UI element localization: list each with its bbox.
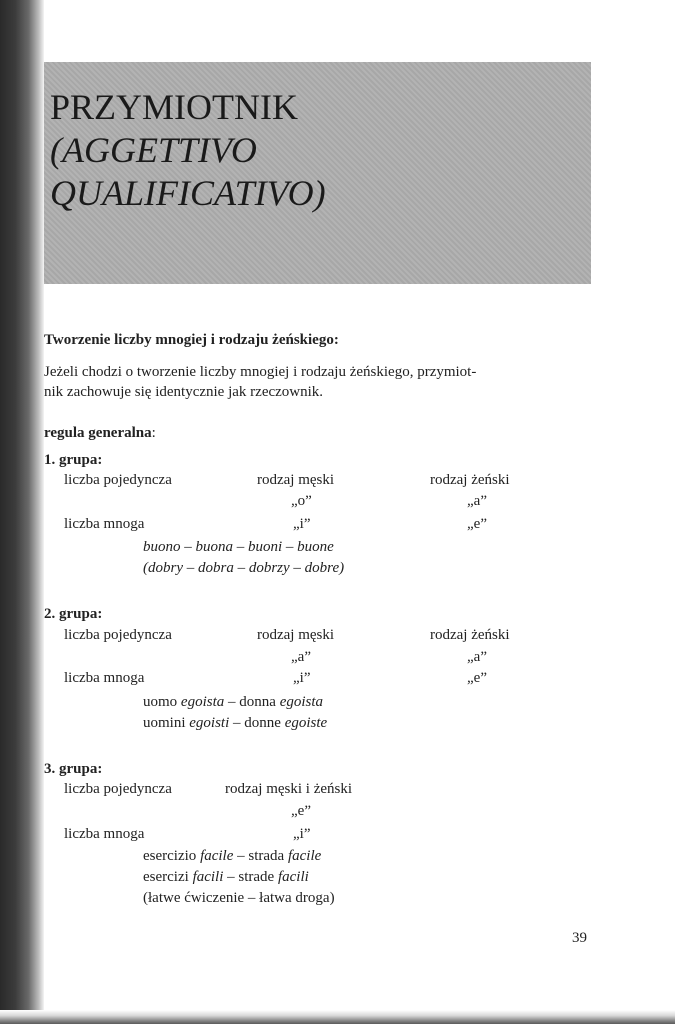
group-3-ex2-noun-1: esercizi xyxy=(143,869,193,885)
group-1-plural-label: liczba mnoga xyxy=(64,516,145,532)
section-heading: Tworzenie liczby mnogiej i rodzaju żeńskiego: xyxy=(44,332,339,348)
group-1-example-line-2: (dobry – dobra – dobrzy – dobre) xyxy=(143,560,345,576)
group-2-masc-plural: „i” xyxy=(293,670,311,686)
group-3-ex2-adjective-2: facili xyxy=(277,869,309,885)
group-2-label: 2. grupa: xyxy=(44,606,103,622)
group-2-masc-singular: „a” xyxy=(291,649,311,665)
book-spine-shadow xyxy=(0,0,44,1024)
group-1-example-line-1: buono – buona – buoni – buone xyxy=(143,539,334,555)
group-2-fem-header: rodzaj żeński xyxy=(430,627,510,643)
group-2-ex1-noun-2: – donna xyxy=(224,694,280,710)
group-3-example-line-2 xyxy=(143,867,309,887)
group-1-singular-label: liczba pojedyncza xyxy=(64,472,172,488)
group-1-masc-header: rodzaj męski xyxy=(257,472,335,488)
group-3-plural: „i” xyxy=(293,826,311,842)
title-line-3: QUALIFICATIVO) xyxy=(50,173,326,213)
group-2-singular-label: liczba pojedyncza xyxy=(64,627,172,643)
page-bottom-edge xyxy=(0,1010,675,1024)
group-2-fem-plural: „e” xyxy=(467,670,487,686)
group-3-header: rodzaj męski i żeński xyxy=(225,781,353,797)
group-2-example-line-1 xyxy=(143,692,323,712)
group-3-ex2-adjective-1: facili xyxy=(192,869,224,885)
rule-heading xyxy=(44,423,156,443)
group-1-label: 1. grupa: xyxy=(44,452,103,468)
group-2-ex2-noun-1: uomini xyxy=(143,715,190,731)
title-line-2: (AGGETTIVO xyxy=(50,130,257,170)
intro-line-2: nik zachowuje się identycznie jak rzeczownik. xyxy=(44,384,324,400)
group-2-ex2-noun-2: – donne xyxy=(229,715,285,731)
title-line-1: PRZYMIOTNIK xyxy=(50,87,298,127)
group-3-ex1-noun-2: – strada xyxy=(233,848,288,864)
group-1-masc-singular: „o” xyxy=(291,493,312,509)
group-2-fem-singular: „a” xyxy=(467,649,487,665)
rule-label: regula generalna xyxy=(44,425,152,441)
group-3-ex2-noun-2: – strade xyxy=(223,869,278,885)
page-title xyxy=(50,86,326,215)
intro-line-1: Jeżeli chodzi o tworzenie liczby mnogiej i rodzaju żeńskiego, przymiot- xyxy=(44,364,477,380)
group-2-masc-header: rodzaj męski xyxy=(257,627,335,643)
group-3-plural-label: liczba mnoga xyxy=(64,826,145,842)
group-3-ex1-adjective-1: facile xyxy=(200,848,234,864)
group-2-ex2-adjective-1: egoisti xyxy=(189,715,230,731)
group-3-ex1-noun-1: esercizio xyxy=(143,848,201,864)
group-2-ex2-adjective-2: egoiste xyxy=(284,715,328,731)
group-3-ex1-adjective-2: facile xyxy=(287,848,322,864)
group-2-example-line-2 xyxy=(143,713,327,733)
group-3-example-line-1 xyxy=(143,846,321,866)
group-2-plural-label: liczba mnoga xyxy=(64,670,145,686)
group-3-singular: „e” xyxy=(291,803,311,819)
group-3-label: 3. grupa: xyxy=(44,761,103,777)
group-1-masc-plural: „i” xyxy=(293,516,311,532)
group-2-ex1-adjective-1: egoista xyxy=(180,694,225,710)
group-1-fem-singular: „a” xyxy=(467,493,487,509)
group-3-translation: (łatwe ćwiczenie – łatwa droga) xyxy=(143,890,335,906)
rule-colon: : xyxy=(151,425,156,441)
page-number: 39 xyxy=(572,930,587,946)
group-1-fem-header: rodzaj żeński xyxy=(430,472,510,488)
group-2-ex1-adjective-2: egoista xyxy=(279,694,324,710)
group-1-fem-plural: „e” xyxy=(467,516,487,532)
group-3-singular-label: liczba pojedyncza xyxy=(64,781,172,797)
group-2-ex1-noun-1: uomo xyxy=(143,694,181,710)
